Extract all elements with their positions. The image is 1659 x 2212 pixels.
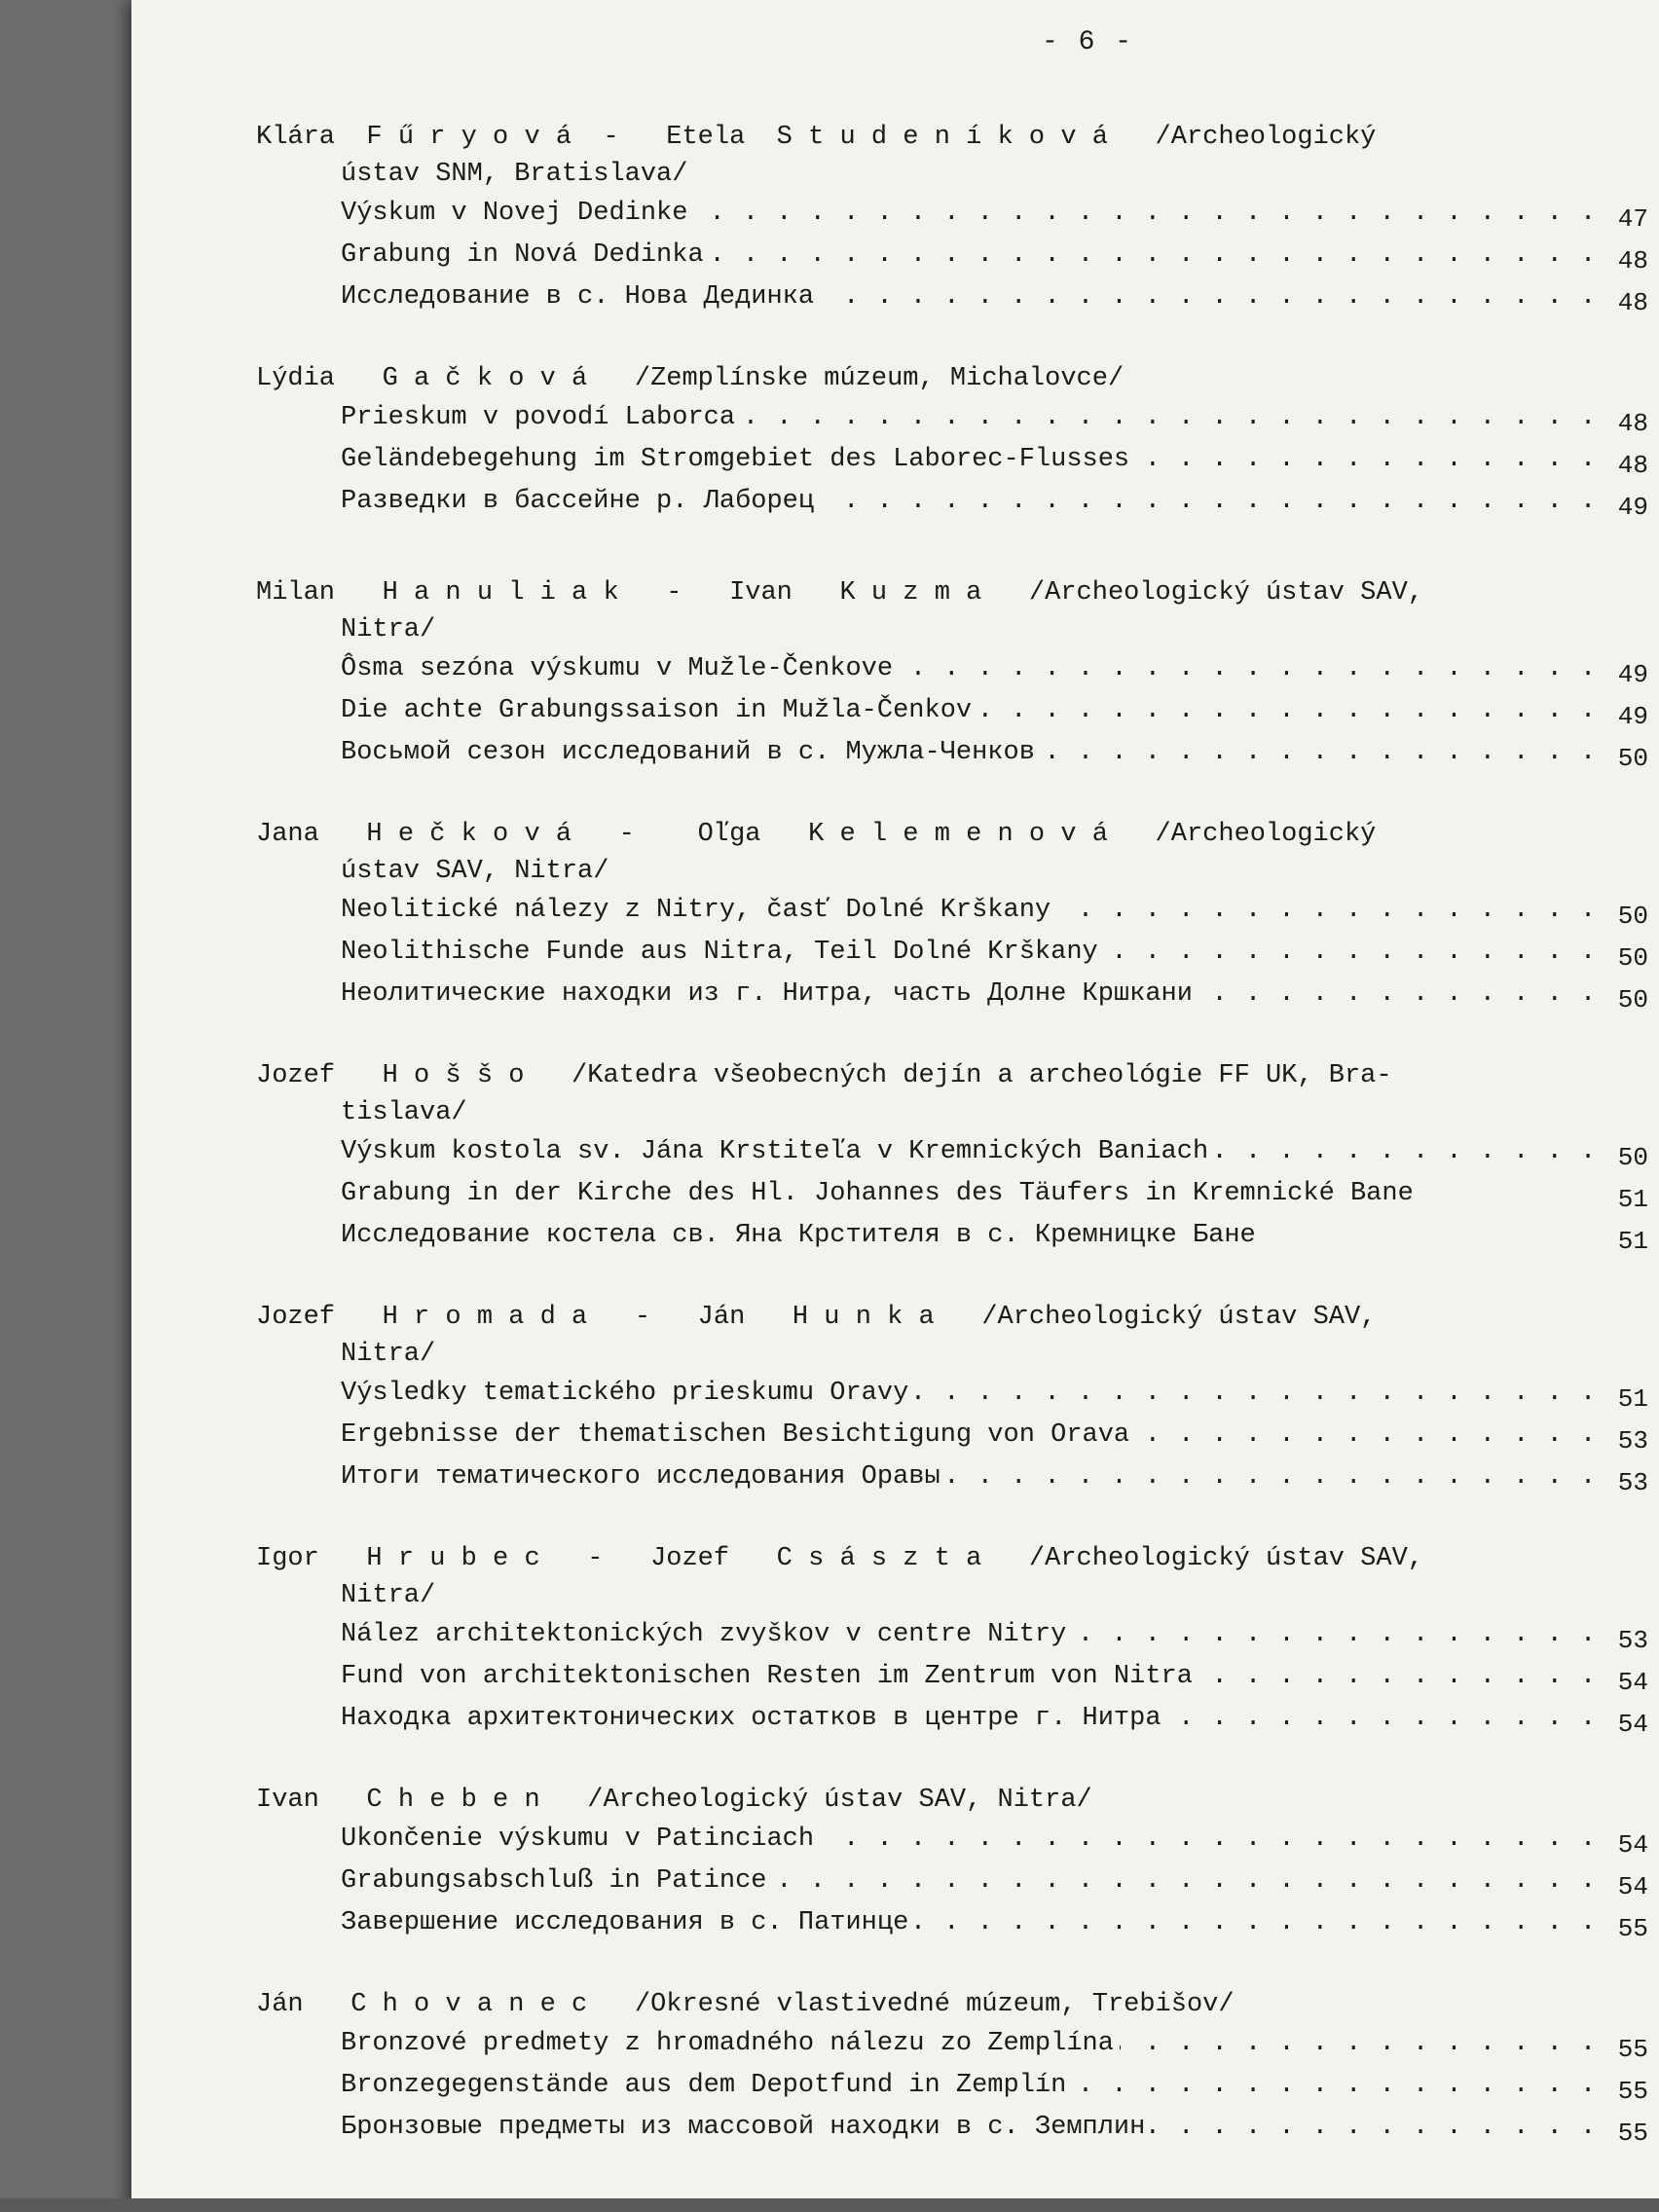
entry-authors: [256, 1782, 1648, 1819]
authors-affiliation-cont: Nitra/: [341, 615, 436, 645]
toc-title-row: [256, 235, 1648, 276]
authors-affiliation-cont: ústav SAV, Nitra/: [341, 857, 609, 886]
entry-authors: [256, 119, 1648, 193]
toc-title: Výskum v Novej Dedinke: [341, 199, 693, 228]
toc-title-row: [256, 1819, 1648, 1861]
toc-title: Geländebegehung im Stromgebiet des Laborec-Flusses: [341, 445, 1135, 474]
toc-page-number: 49: [1617, 660, 1648, 689]
toc-title: Grabung in Nová Dedinka: [341, 240, 710, 270]
toc-title: Bronzegegenstände aus dem Depotfund in Zemplín: [341, 2071, 1072, 2100]
authors-line: Jana H e č k o v á - Oľga K e l e m e n o v á /Archeologický: [256, 820, 1377, 849]
toc-page-number: 50: [1617, 943, 1648, 973]
document-page: [131, 0, 1659, 2212]
authors-line: Ivan C h e b e n /Archeologický ústav SAV, Nitra/: [256, 1786, 1092, 1815]
toc-title: Grabung in der Kirche des Hl. Johannes des Täufers in Kremnické Bane: [341, 1179, 1419, 1208]
toc-page-number: 49: [1617, 702, 1648, 731]
toc-title-row: [256, 1173, 1648, 1215]
page-number: - 6 -: [1042, 27, 1134, 57]
toc-page-number: 55: [1617, 2119, 1648, 2148]
toc-entry: [256, 1299, 1648, 1498]
scan-bottom-edge: [0, 2198, 1659, 2212]
entry-authors: [256, 816, 1648, 890]
toc-page-number: 55: [1617, 2035, 1648, 2064]
toc-title: Завершение исследования в с. Патинце: [341, 1908, 914, 1937]
toc-title: Ukončenie výskumu v Patinciach: [341, 1825, 820, 1854]
toc-page-number: 48: [1617, 409, 1648, 438]
toc-title-row: [256, 193, 1648, 235]
toc-page-number: 47: [1617, 204, 1648, 234]
toc-entry: [256, 1782, 1648, 1944]
toc-title-row: [256, 974, 1648, 1015]
toc-title-row: [256, 690, 1648, 732]
toc-page-number: 54: [1617, 1668, 1648, 1697]
toc-title-row: [256, 1902, 1648, 1944]
authors-line: Lýdia G a č k o v á /Zemplínske múzeum, Michalovce/: [256, 364, 1124, 393]
toc-title-row: [256, 890, 1648, 932]
toc-title: Neolitické nálezy z Nitry, časť Dolné Krškany: [341, 896, 1056, 925]
toc-page-number: 50: [1617, 985, 1648, 1014]
toc-title-row: [256, 732, 1648, 774]
toc-title: Исследование костела св. Яна Крстителя в с. Кремницке Бане: [341, 1221, 1262, 1250]
toc-title: Fund von architektonischen Resten im Zentrum von Nitra: [341, 1662, 1198, 1691]
toc-page-number: 55: [1617, 2077, 1648, 2106]
toc-title-row: [256, 481, 1648, 523]
toc-page-number: 54: [1617, 1872, 1648, 1901]
toc-title-row: [256, 1698, 1648, 1740]
toc-title-row: [256, 2023, 1648, 2065]
toc-title-row: [256, 1373, 1648, 1415]
authors-line: Jozef H r o m a d a - Ján H u n k a /Archeologický ústav SAV,: [256, 1303, 1377, 1332]
toc-page-number: 53: [1617, 1426, 1648, 1456]
entry-authors: [256, 1986, 1648, 2023]
toc-page-number: 50: [1617, 902, 1648, 931]
toc-entry: [256, 574, 1648, 774]
toc-title-row: [256, 2065, 1648, 2107]
toc-title: Grabungsabschluß in Patince: [341, 1866, 772, 1896]
entry-authors: [256, 1299, 1648, 1373]
toc-title: Итоги тематического исследования Оравы: [341, 1462, 946, 1492]
toc-page-number: 48: [1617, 451, 1648, 480]
toc-page-number: 53: [1617, 1626, 1648, 1655]
toc-title: Ôsma sezóna výskumu v Mužle-Čenkove: [341, 654, 899, 683]
authors-line: Ján C h o v a n e c /Okresné vlastivedné múzeum, Trebišov/: [256, 1990, 1235, 2019]
entry-authors: [256, 1057, 1648, 1131]
toc-title: Ergebnisse der thematischen Besichtigung von Orava: [341, 1420, 1135, 1450]
toc-page-number: 48: [1617, 246, 1648, 276]
toc-page-number: 51: [1617, 1185, 1648, 1214]
toc-entry: [256, 1057, 1648, 1257]
toc-title: Die achte Grabungssaison in Mužla-Čenkov: [341, 696, 977, 725]
toc-page-number: 51: [1617, 1227, 1648, 1256]
authors-affiliation-cont: ústav SNM, Bratislava/: [341, 160, 688, 189]
toc-page-number: 54: [1617, 1830, 1648, 1860]
toc-title: Бронзовые предметы из массовой находки в с. Земплин: [341, 2113, 1151, 2142]
authors-affiliation-cont: Nitra/: [341, 1581, 436, 1610]
toc-page-number: 55: [1617, 1914, 1648, 1943]
toc-title: Neolithische Funde aus Nitra, Teil Dolné Krškany: [341, 938, 1104, 967]
toc-title-row: [256, 1415, 1648, 1456]
toc-page-number: 51: [1617, 1384, 1648, 1414]
toc-entry: [256, 119, 1648, 318]
toc-title-row: [256, 932, 1648, 974]
entry-authors: [256, 574, 1648, 648]
toc-title-row: [256, 1131, 1648, 1173]
toc-title: Находка архитектонических остатков в центре г. Нитра: [341, 1704, 1167, 1733]
authors-line: Milan H a n u l i a k - Ivan K u z m a /Archeologický ústav SAV,: [256, 578, 1423, 608]
toc-title: Bronzové predmety z hromadného nálezu zo Zemplína: [341, 2029, 1120, 2058]
authors-affiliation-cont: Nitra/: [341, 1340, 436, 1369]
authors-line: Igor H r u b e c - Jozef C s á s z t a /Archeologický ústav SAV,: [256, 1544, 1423, 1573]
toc-entry: [256, 1986, 1648, 2149]
toc-title-row: [256, 439, 1648, 481]
toc-page-number: 48: [1617, 288, 1648, 317]
toc-title: Výsledky tematického prieskumu Oravy: [341, 1379, 914, 1408]
toc-page-number: 49: [1617, 493, 1648, 522]
toc-title: Prieskum v povodí Laborca: [341, 403, 741, 432]
toc-title: Неолитические находки из г. Нитра, часть Долне Кршкани: [341, 979, 1198, 1009]
toc-page-number: 53: [1617, 1468, 1648, 1497]
toc-title-row: [256, 1215, 1648, 1257]
authors-line: Klára F ű r y o v á - Etela S t u d e n í k o v á /Archeologický: [256, 123, 1377, 152]
toc-entry: [256, 360, 1648, 523]
toc-title: Восьмой сезон исследований в с. Мужла-Ченков: [341, 738, 1041, 767]
toc-title: Разведки в бассейне р. Лаборец: [341, 487, 820, 516]
toc-entry: [256, 1540, 1648, 1740]
toc-title: Nález architektonických zvyškov v centre Nitry: [341, 1620, 1072, 1649]
toc-title: Исследование в с. Нова Дединка: [341, 282, 820, 312]
toc-entry: [256, 816, 1648, 1015]
toc-page-number: 50: [1617, 1143, 1648, 1172]
toc-title-row: [256, 1614, 1648, 1656]
toc-title-row: [256, 1861, 1648, 1902]
toc-title: Výskum kostola sv. Jána Krstiteľa v Kremnických Baniach: [341, 1137, 1214, 1166]
authors-line: Jozef H o š š o /Katedra všeobecných dejín a archeológie FF UK, Bra-: [256, 1061, 1392, 1090]
toc-title-row: [256, 1456, 1648, 1498]
toc-title-row: [256, 648, 1648, 690]
entry-authors: [256, 1540, 1648, 1614]
toc-title-row: [256, 1656, 1648, 1698]
toc-title-row: [256, 397, 1648, 439]
toc-page-number: 54: [1617, 1710, 1648, 1739]
toc-title-row: [256, 2107, 1648, 2149]
entry-authors: [256, 360, 1648, 397]
authors-affiliation-cont: tislava/: [341, 1098, 467, 1127]
toc-page-number: 50: [1617, 744, 1648, 773]
toc-title-row: [256, 276, 1648, 318]
